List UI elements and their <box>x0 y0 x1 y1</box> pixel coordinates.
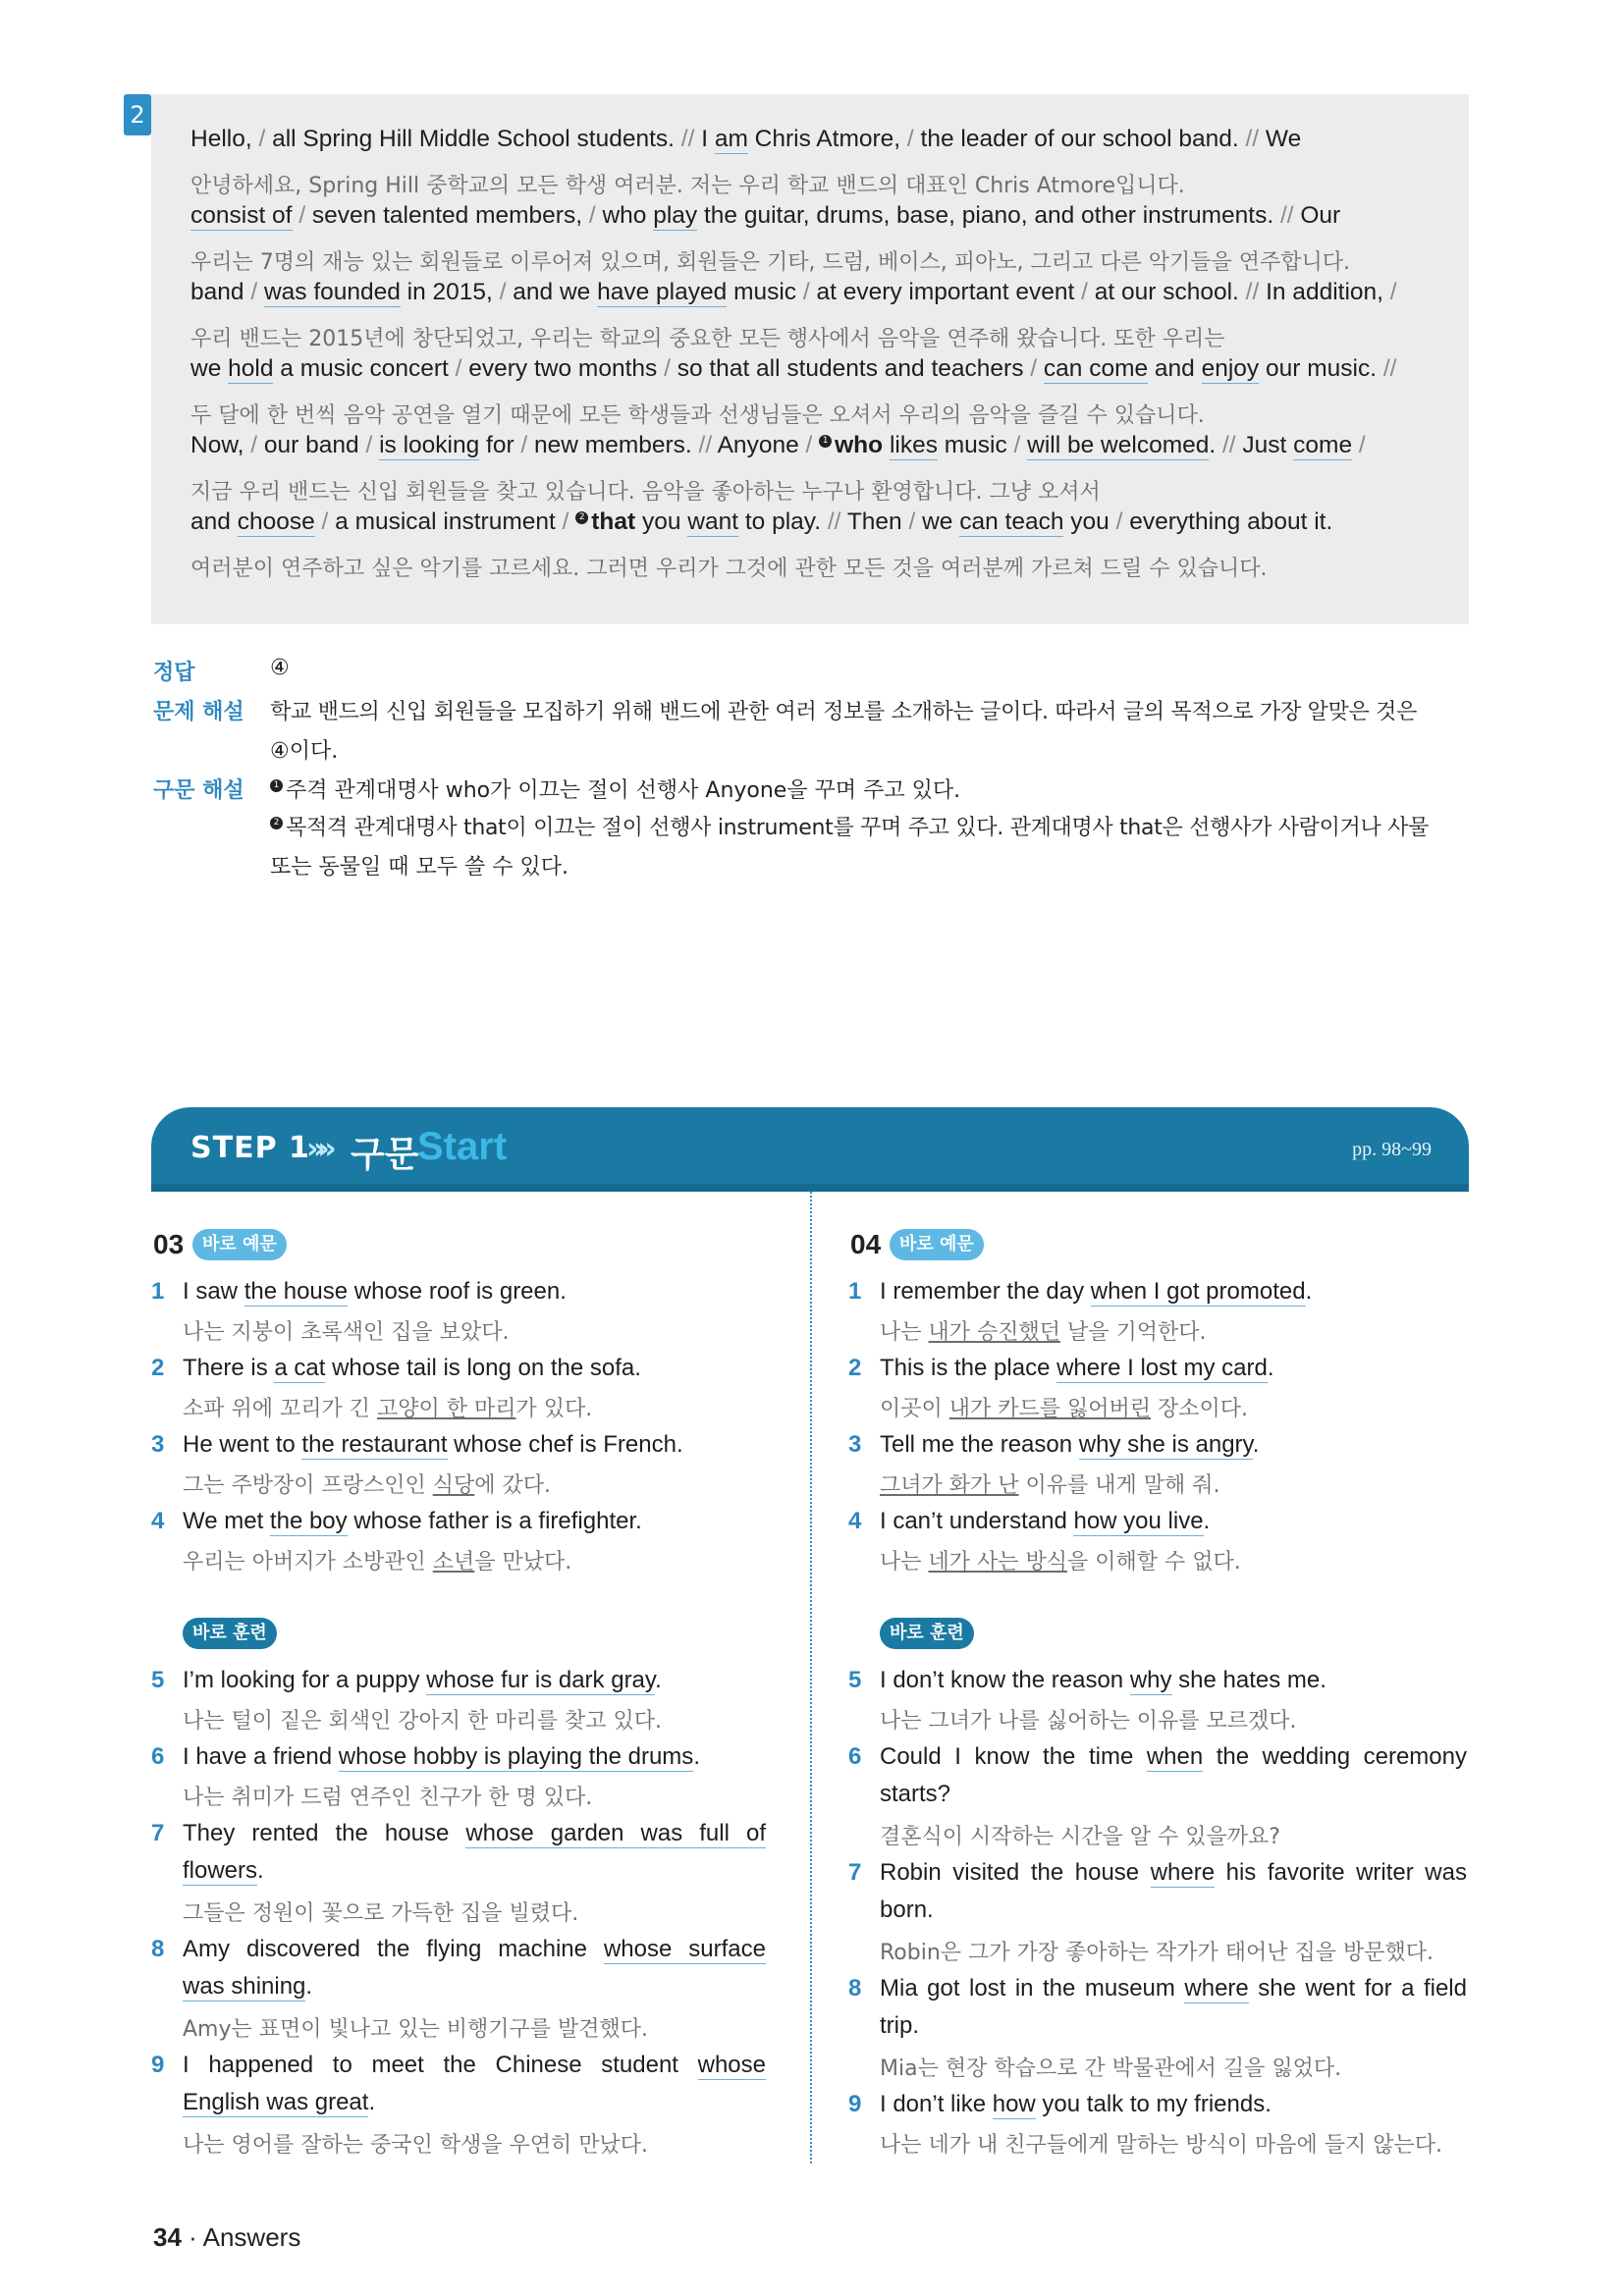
page-footer: 34 · Answers <box>153 2222 301 2252</box>
syntax-line-1: 1 주격 관계대명사 who가 이끄는 절이 선행사 Anyone을 꾸며 주고 있다. <box>270 774 960 804</box>
footer-label: Answers <box>202 2222 301 2252</box>
section-number: 04 <box>850 1229 882 1259</box>
list-item-ko: 이곳이 내가 카드를 잃어버린 장소이다. <box>880 1397 1249 1421</box>
list-item-cont: starts? <box>880 1781 951 1807</box>
question-number: 2 <box>124 94 151 135</box>
list-item-ko: 그들은 정원이 꽃으로 가득한 집을 빌렸다. <box>183 1901 579 1926</box>
list-item-ko: 나는 취미가 드럼 연주인 친구가 한 명 있다. <box>183 1786 593 1810</box>
list-item-ko: Mia는 현장 학습으로 간 박물관에서 길을 잃었다. <box>880 2056 1342 2081</box>
list-item: 6 Could I know the time when the wedding ceremony <box>848 1743 1467 1770</box>
passage-line-ko: 우리 밴드는 2015년에 창단되었고, 우리는 학교의 중요한 모든 행사에서 음악을 연주해 왔습니다. 또한 우리는 <box>190 327 1225 351</box>
passage-line-en: Now, / our band / is looking for / new members. // Anyone / 1 who likes music / will be welcomed. // Just come / <box>190 432 1366 458</box>
list-item: 2 There is a cat whose tail is long on the sofa. <box>151 1355 641 1381</box>
mark-1: 1 <box>819 435 832 448</box>
list-item: 7 They rented the house whose garden was full of <box>151 1820 766 1846</box>
example-pill: 바로 예문 <box>890 1229 984 1260</box>
banner-underline <box>151 1184 1469 1192</box>
answer-label: 정답 <box>153 661 195 685</box>
list-item-ko: 나는 네가 내 친구들에게 말하는 방식이 마음에 들지 않는다. <box>880 2133 1442 2158</box>
passage-line-ko: 우리는 7명의 재능 있는 회원들로 이루어져 있으며, 회원들은 기타, 드럼, 베이스, 피아노, 그리고 다른 악기들을 연주합니다. <box>190 250 1350 275</box>
list-item-ko: 나는 지붕이 초록색인 집을 보았다. <box>183 1320 510 1345</box>
list-item: 6 I have a friend whose hobby is playing the drums. <box>151 1743 700 1770</box>
section-number: 03 <box>153 1229 185 1259</box>
passage-line-ko: 두 달에 한 번씩 음악 공연을 열기 때문에 모든 학생들과 선생님들은 오셔서 우리의 음악을 즐길 수 있습니다. <box>190 403 1205 428</box>
step-label: STEP 1 <box>190 1131 310 1165</box>
list-item-ko: 나는 그녀가 나를 싫어하는 이유를 모르겠다. <box>880 1709 1297 1734</box>
list-item: 5 I don’t know the reason why she hates me. <box>848 1667 1326 1693</box>
passage-line-en: we hold a music concert / every two months / so that all students and teachers / can come and enjoy our music. // <box>190 355 1397 382</box>
list-item-ko: 나는 네가 사는 방식을 이해할 수 없다. <box>880 1550 1241 1575</box>
list-item-cont: trip. <box>880 2012 920 2039</box>
mark-2: 2 <box>575 511 588 524</box>
list-item-cont: English was great. <box>183 2089 376 2115</box>
list-item: 3 Tell me the reason why she is angry. <box>848 1431 1260 1458</box>
list-item: 4 We met the boy whose father is a firefighter. <box>151 1508 642 1534</box>
syntax-label: 구문 해설 <box>153 778 244 803</box>
answer-value: ④ <box>270 656 290 680</box>
list-item: 5 I’m looking for a puppy whose fur is dark gray. <box>151 1667 662 1693</box>
passage-line-ko: 지금 우리 밴드는 신입 회원들을 찾고 있습니다. 음악을 좋아하는 누구나 환영합니다. 그냥 오셔서 <box>190 480 1101 505</box>
column-divider <box>810 1192 812 2163</box>
list-item: 8 Amy discovered the flying machine whose surface <box>151 1936 766 1962</box>
list-item: 1 I saw the house whose roof is green. <box>151 1278 567 1305</box>
page-range: pp. 98~99 <box>1352 1139 1432 1160</box>
example-pill: 바로 예문 <box>192 1229 287 1260</box>
problem-text: 학교 밴드의 신입 회원들을 모집하기 위해 밴드에 관한 여러 정보를 소개하는 글이다. 따라서 글의 목적으로 가장 알맞은 것은 <box>270 700 1418 724</box>
list-item-ko: 소파 위에 꼬리가 긴 고양이 한 마리가 있다. <box>183 1397 593 1421</box>
syntax-line-2: 2 목적격 관계대명사 that이 이끄는 절이 선행사 instrument를 꾸며 주고 있다. 관계대명사 that은 선행사가 사람이거나 사물 <box>270 811 1429 841</box>
page-number: 34 <box>153 2222 182 2252</box>
practice-pill: 바로 훈련 <box>880 1618 974 1649</box>
list-item-cont: was shining. <box>183 1973 313 2000</box>
practice-pill: 바로 훈련 <box>183 1618 277 1649</box>
step-banner <box>151 1107 1469 1192</box>
list-item-cont: flowers. <box>183 1857 264 1884</box>
passage-line-ko: 여러분이 연주하고 싶은 악기를 고르세요. 그러면 우리가 그것에 관한 모든 것을 여러분께 가르쳐 드릴 수 있습니다. <box>190 557 1268 581</box>
list-item: 9 I don’t like how you talk to my friends. <box>848 2091 1272 2117</box>
chevron-right-icon: »» <box>306 1132 329 1166</box>
syntax-line-3: 또는 동물일 때 모두 쓸 수 있다. <box>270 855 568 880</box>
list-item: 1 I remember the day when I got promoted. <box>848 1278 1313 1305</box>
list-item-ko: 나는 내가 승진했던 날을 기억한다. <box>880 1320 1207 1345</box>
step-title-ko: 구문 <box>351 1135 419 1175</box>
list-item: 3 He went to the restaurant whose chef is French. <box>151 1431 683 1458</box>
problem-label: 문제 해설 <box>153 700 244 724</box>
list-item-ko: 결혼식이 시작하는 시간을 알 수 있을까요? <box>880 1825 1280 1849</box>
list-item-ko: 나는 털이 짙은 회색인 강아지 한 마리를 찾고 있다. <box>183 1709 662 1734</box>
passage-line-en: and choose / a musical instrument / 2 that you want to play. // Then / we can teach you / everything about it. <box>190 508 1333 535</box>
list-item: 2 This is the place where I lost my card. <box>848 1355 1274 1381</box>
passage-line-en: Hello, / all Spring Hill Middle School students. // I am Chris Atmore, / the leader of our school band. // We <box>190 126 1302 152</box>
list-item-ko: 그는 주방장이 프랑스인인 식당에 갔다. <box>183 1473 552 1498</box>
list-item-ko: 그녀가 화가 난 이유를 내게 말해 줘. <box>880 1473 1220 1498</box>
list-item: 8 Mia got lost in the museum where she went for a field <box>848 1975 1467 2002</box>
list-item-ko: Robin은 그가 가장 좋아하는 작가가 태어난 집을 방문했다. <box>880 1941 1435 1965</box>
list-item-ko: 나는 영어를 잘하는 중국인 학생을 우연히 만났다. <box>183 2133 648 2158</box>
passage-line-en: band / was founded in 2015, / and we have played music / at every important event / at our school. // In addition, / <box>190 279 1397 305</box>
list-item: 7 Robin visited the house where his favorite writer was <box>848 1859 1467 1886</box>
step-title-en: Start <box>417 1125 508 1168</box>
list-item: 4 I can’t understand how you live. <box>848 1508 1211 1534</box>
list-item-cont: born. <box>880 1896 934 1923</box>
list-item-ko: 우리는 아버지가 소방관인 소년을 만났다. <box>183 1550 572 1575</box>
passage-line-en: consist of / seven talented members, / who play the guitar, drums, base, piano, and other instruments. // Our <box>190 202 1341 229</box>
passage-line-ko: 안녕하세요, Spring Hill 중학교의 모든 학생 여러분. 저는 우리 학교 밴드의 대표인 Chris Atmore입니다. <box>190 174 1185 198</box>
list-item-ko: Amy는 표면이 빛나고 있는 비행기구를 발견했다. <box>183 2017 648 2042</box>
problem-text-cont: ④이다. <box>270 739 339 764</box>
list-item: 9 I happened to meet the Chinese student whose <box>151 2052 766 2078</box>
